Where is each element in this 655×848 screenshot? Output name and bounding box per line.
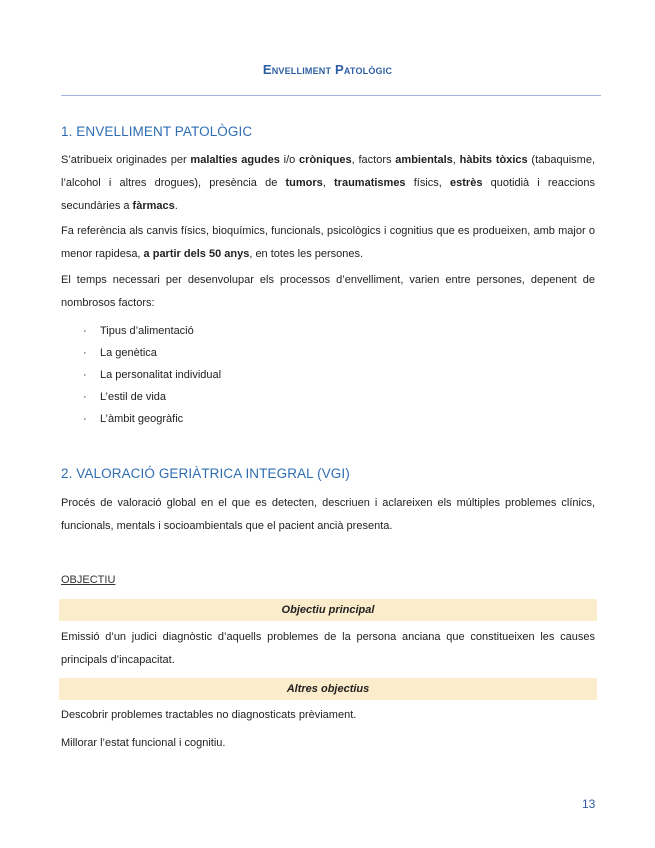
other-objectives-band: Altres objectius xyxy=(59,678,597,700)
list-item: · La genètica xyxy=(83,342,221,364)
bullet-marker: · xyxy=(83,391,87,403)
principal-objective-band: Objectiu principal xyxy=(59,599,597,621)
bullet-marker: · xyxy=(83,369,87,381)
list-item: · L’estil de vida xyxy=(83,386,221,408)
section-2-paragraph-1: Procés de valoració global en el que es detecten, descriuen i aclareixen els múltiples problemes clínics, funcionals, mentals i socioambientals que el pacient ancià presenta. xyxy=(61,497,595,532)
section-1-paragraph-1: S’atribueix originades per malalties agudes i/o cròniques, factors ambientals, hàbits tòxics (tabaquisme, l’alcohol i altres drogues), presència de tumors, traumatismes físics, estrès quotidià i reaccions secundàries a fàrmacs. xyxy=(61,154,595,212)
list-item: · La personalitat individual xyxy=(83,364,221,386)
bullet-marker: · xyxy=(83,347,87,359)
list-item: · L’àmbit geogràfic xyxy=(83,408,221,430)
bullet-marker: · xyxy=(83,413,87,425)
bullet-marker: · xyxy=(83,325,87,337)
other-objective-item: Millorar l’estat funcional i cognitiu. xyxy=(61,737,226,749)
running-header-title: Envelliment Patològic xyxy=(262,62,393,77)
other-objective-item: Descobrir problemes tractables no diagnosticats prèviament. xyxy=(61,709,357,721)
list-item: · Tipus d’alimentació xyxy=(83,320,221,342)
objectiu-subheading: OBJECTIU xyxy=(61,574,116,586)
section-1-paragraph-2: Fa referència als canvis físics, bioquímics, funcionals, psicològics i cognitius que es produeixen, amb major o menor rapidesa, a partir dels 50 anys, en totes les persones. xyxy=(61,225,595,260)
header-divider xyxy=(61,95,601,96)
page-number: 13 xyxy=(582,797,596,811)
section-1-heading: 1. ENVELLIMENT PATOLÒGIC xyxy=(61,124,253,139)
principal-objective-text: Emissió d’un judici diagnòstic d’aquells problemes de la persona anciana que constitueixen les causes principals d’incapacitat. xyxy=(61,631,595,666)
section-1-paragraph-3: El temps necessari per desenvolupar els processos d’envelliment, varien entre persones, depenent de nombrosos factors: xyxy=(61,274,595,309)
factors-list xyxy=(83,320,221,430)
section-2-heading: 2. VALORACIÓ GERIÀTRICA INTEGRAL (VGI) xyxy=(61,466,350,481)
